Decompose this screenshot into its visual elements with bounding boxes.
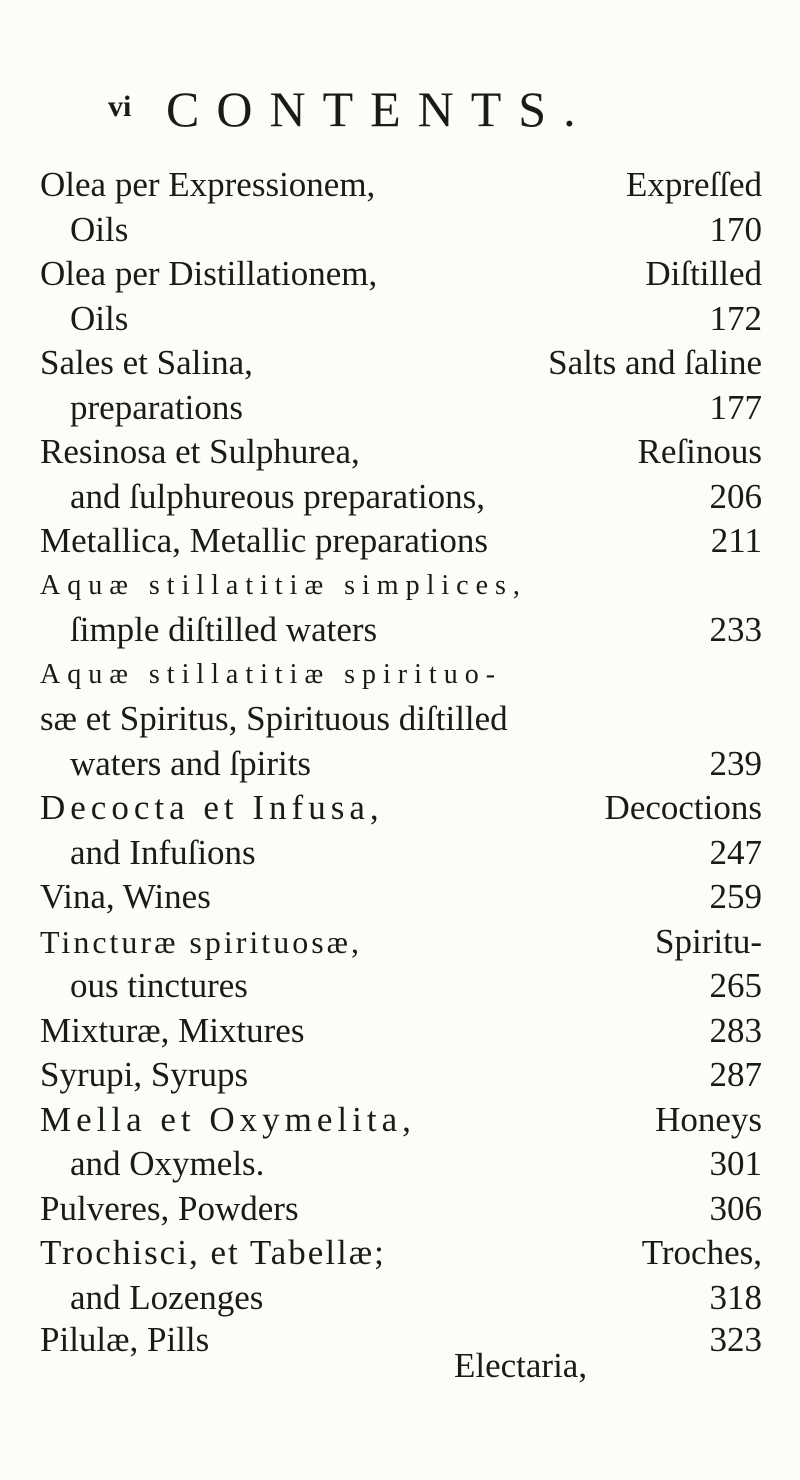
toc-page-number: 283 xyxy=(709,1011,762,1050)
toc-line-right: Spiritu- xyxy=(655,922,762,961)
toc-line-text: Oils xyxy=(70,299,129,338)
toc-line-text: ous tinctures xyxy=(70,966,248,1005)
toc-line xyxy=(40,563,762,609)
toc-line-text: preparations xyxy=(70,388,243,427)
toc-line xyxy=(40,874,762,920)
toc-line-text: and Oxymels. xyxy=(70,1144,265,1183)
toc-line xyxy=(70,607,762,653)
toc-line xyxy=(70,830,762,876)
toc-line xyxy=(70,474,762,520)
toc-line xyxy=(40,1186,762,1232)
toc-page-number: 323 xyxy=(709,1320,762,1359)
toc-line-text: Olea per Expressionem, xyxy=(40,165,376,204)
page-number: vi xyxy=(108,90,132,123)
toc-line xyxy=(40,340,762,386)
toc-page-number: 239 xyxy=(709,744,762,783)
toc-line-text: and ſulphureous preparations, xyxy=(70,477,486,516)
toc-line-right: Troches, xyxy=(641,1233,762,1272)
toc-line xyxy=(40,785,762,831)
toc-page-number: 318 xyxy=(709,1278,762,1317)
toc-line xyxy=(70,385,762,431)
toc-line xyxy=(40,919,762,965)
toc-line xyxy=(40,518,762,564)
toc-line-text: Aquæ stillatitiæ simplices, xyxy=(40,570,527,601)
toc-line xyxy=(40,652,762,698)
toc-page-number: 172 xyxy=(709,299,762,338)
toc-line xyxy=(40,696,762,742)
toc-line-text: Oils xyxy=(70,210,129,249)
toc-line-right: Expreſſed xyxy=(625,165,762,204)
toc-page-number: 247 xyxy=(709,833,762,872)
toc-line-text: sæ et Spiritus, Spirituous diſtilled xyxy=(40,699,508,738)
toc-line xyxy=(40,1008,762,1054)
toc-line-text: Pilulæ, Pills xyxy=(40,1320,210,1359)
toc-line-text: Vina, Wines xyxy=(40,877,211,916)
toc-line xyxy=(40,1230,762,1276)
toc-page-number: 287 xyxy=(709,1055,762,1094)
toc-line-text: Trochisci, et Tabellæ; xyxy=(40,1233,386,1272)
toc-line-text: Tincturæ spirituosæ, xyxy=(40,924,362,960)
page-header xyxy=(108,80,708,140)
toc-line xyxy=(70,296,762,342)
toc-line-right: Decoctions xyxy=(604,788,762,827)
toc-line-text: Resinosa et Sulphurea, xyxy=(40,432,360,471)
toc-line-text: Syrupi, Syrups xyxy=(40,1055,249,1094)
toc-line-text: Metallica, Metallic preparations xyxy=(40,521,489,560)
toc-line xyxy=(70,1141,762,1187)
toc-line xyxy=(40,162,762,208)
toc-page-number: 211 xyxy=(710,521,762,560)
toc-line-text: ſimple diſtilled waters xyxy=(70,610,378,649)
toc-line xyxy=(40,429,762,475)
toc-line xyxy=(40,251,762,297)
toc-line-text: Olea per Distillationem, xyxy=(40,254,378,293)
toc-line-right: Reſinous xyxy=(637,432,762,471)
toc-line-text: and Infuſions xyxy=(70,833,256,872)
toc-line-right: Honeys xyxy=(655,1100,762,1139)
toc-page-number: 306 xyxy=(709,1189,762,1228)
toc-line xyxy=(70,1275,762,1321)
toc-line-text: Pulveres, Powders xyxy=(40,1189,299,1228)
toc-line-text: and Lozenges xyxy=(70,1278,264,1317)
running-title: CONTENTS. xyxy=(166,81,593,137)
toc-page-number: 206 xyxy=(709,477,762,516)
toc-page-number: 265 xyxy=(709,966,762,1005)
toc-page-number: 259 xyxy=(709,877,762,916)
toc-line xyxy=(40,1052,762,1098)
toc-line-text: Aquæ stillatitiæ spirituo- xyxy=(40,659,503,690)
toc-page-number: 177 xyxy=(709,388,762,427)
catchword: Electaria, xyxy=(454,1346,588,1385)
toc-line-right: Salts and ſaline xyxy=(548,343,762,382)
toc-line xyxy=(40,1097,762,1143)
toc-line-text: Sales et Salina, xyxy=(40,343,253,382)
toc-page-number: 301 xyxy=(709,1144,762,1183)
toc-line-text: Mixturæ, Mixtures xyxy=(40,1011,305,1050)
toc-line-text: waters and ſpirits xyxy=(70,744,312,783)
toc-line-right: Diſtilled xyxy=(645,254,762,293)
toc-line-text: Decocta et Infusa, xyxy=(40,788,384,827)
toc-line xyxy=(70,741,762,787)
toc-line xyxy=(70,207,762,253)
toc-line xyxy=(40,1317,762,1363)
toc-page-number: 233 xyxy=(709,610,762,649)
toc-line xyxy=(70,963,762,1009)
toc-line-text: Mella et Oxymelita, xyxy=(40,1100,416,1139)
toc-page-number: 170 xyxy=(709,210,762,249)
